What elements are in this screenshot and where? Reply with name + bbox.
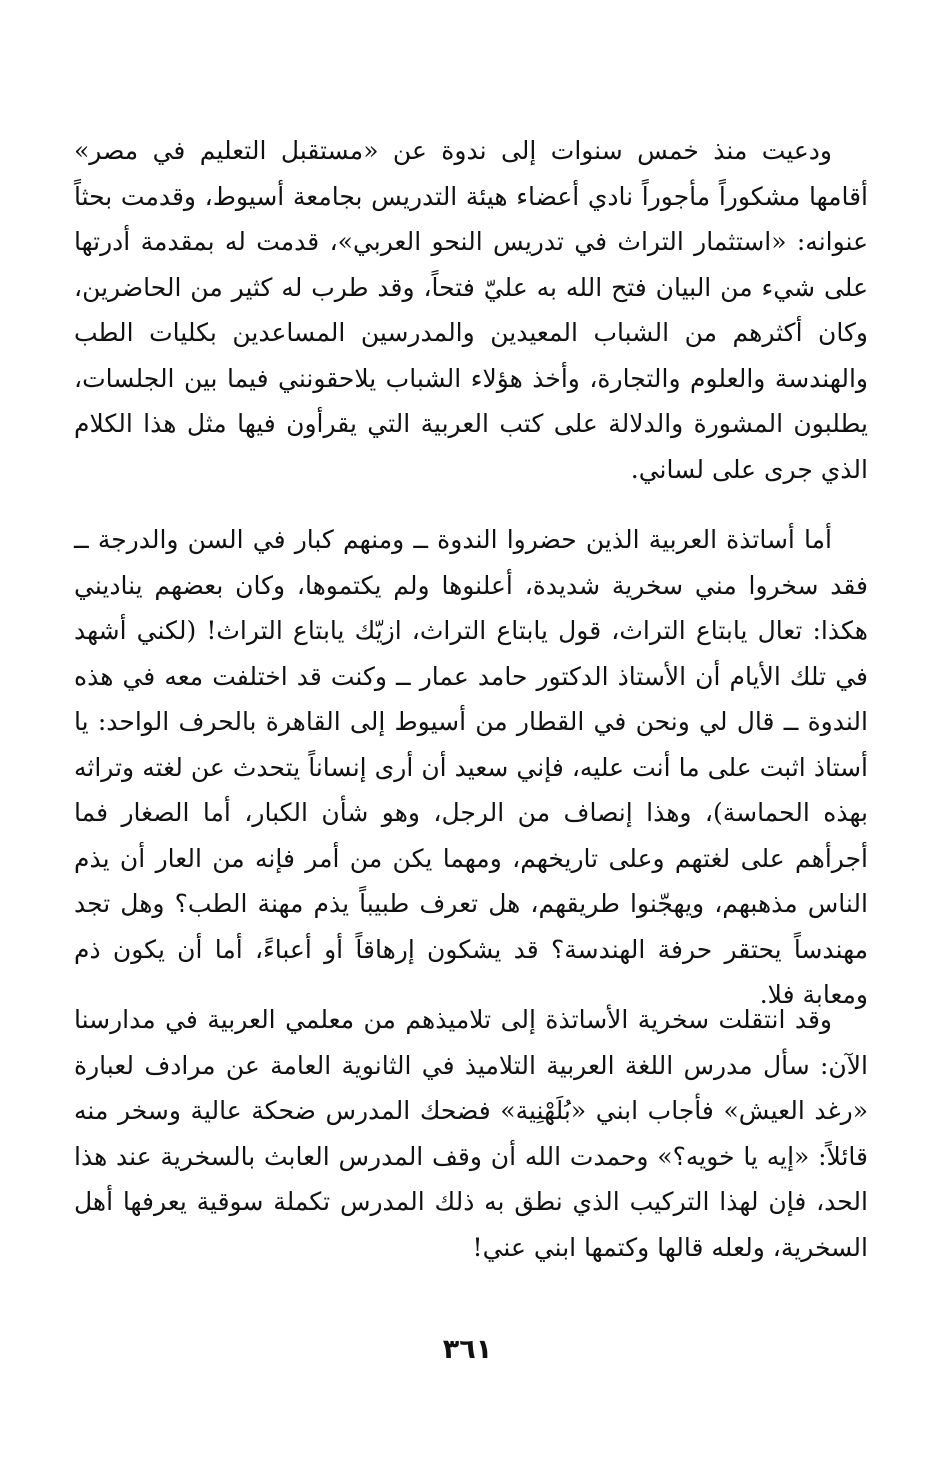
paragraph-1: ودعيت منذ خمس سنوات إلى ندوة عن «مستقبل التعليم في مصر» أقامها مشكوراً مأجوراً نادي أعضاء هيئة التدريس بجامعة أسيوط، وقدمت بحثاً عنوانه: «استثمار التراث في تدريس النحو العربي»، قدمت له بمقدمة أدرتها على شيء من البيان فتح الله به عليّ فتحاً، وقد طرب له كثير من الحاضرين، وكان أكثرهم من الشباب المعيدين والمدرسين المساعدين بكليات الطب والهندسة والعلوم والتجارة، وأخذ هؤلاء الشباب يلاحقونني فيما بين الجلسات، يطلبون المشورة والدلالة على كتب العربية التي يقرأون فيها مثل هذا الكلام الذي جرى على لساني.: [74, 136, 868, 484]
page-number: ٣٦١: [442, 1334, 493, 1365]
paragraph-3: وقد انتقلت سخرية الأساتذة إلى تلاميذهم من معلمي العربية في مدارسنا الآن: سأل مدرس اللغة العربية التلاميذ في الثانوية العامة عن مرادف لعبارة «رغد العيش» فأجاب ابني «بُلَهْنِية» فضحك المدرس ضحكة عالية وسخر منه قائلاً: «إيه يا خويه؟» وحمدت الله أن وقف المدرس العابث بالسخرية عند هذا الحد، فإن لهذا التركيب الذي نطق به ذلك المدرس تكملة سوقية يعرفها أهل السخرية، ولعله قالها وكتمها ابني عني!: [74, 1005, 868, 1262]
paragraph-2: أما أساتذة العربية الذين حضروا الندوة ــ ومنهم كبار في السن والدرجة ــ فقد سخروا مني سخرية شديدة، أعلنوها ولم يكتموها، وكان بعضهم يناديني هكذا: تعال يابتاع التراث، قول يابتاع التراث، ازيّك يابتاع التراث! (لكني أشهد في تلك الأيام أن الأستاذ الدكتور حامد عمار ــ وكنت قد اختلفت معه في هذه الندوة ــ قال لي ونحن في القطار من أسيوط إلى القاهرة بالحرف الواحد: يا أستاذ اثبت على ما أنت عليه، فإني سعيد أن أرى إنساناً يتحدث عن لغته وتراثه بهذه الحماسة)، وهذا إنصاف من الرجل، وهو شأن الكبار، أما الصغار فما أجرأهم على لغتهم وعلى تاريخهم، ومهما يكن من أمر فإنه من العار أن يذم الناس مذهبهم، ويهجّنوا طريقهم، هل تعرف طبيباً يذم مهنة الطب؟ وهل تجد مهندساً يحتقر حرفة الهندسة؟ قد يشكون إرهاقاً أو أعباءً، أما أن يكون ذم ومعابة فلا.: [74, 525, 868, 1009]
